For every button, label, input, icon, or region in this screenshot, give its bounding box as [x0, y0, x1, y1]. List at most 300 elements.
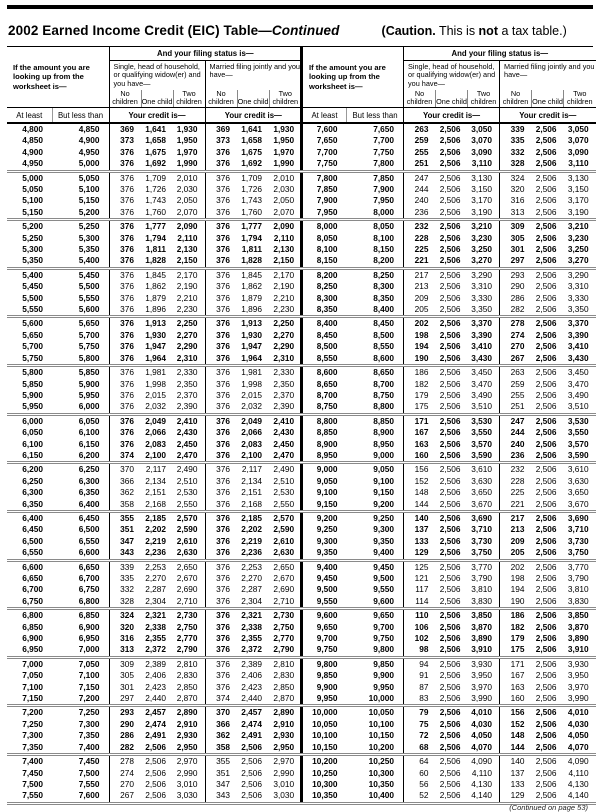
- credit-cell: 4,030: [471, 718, 493, 729]
- credit-cell: 2,506: [535, 184, 557, 195]
- credit-cell: 376: [205, 171, 237, 184]
- amount-cell: 7,300: [78, 718, 100, 729]
- amount-cell: 5,150: [22, 206, 43, 217]
- credit-cell: 376: [109, 439, 141, 450]
- amount-cell: 9,450: [347, 560, 404, 573]
- credit-cell: 3,790: [567, 573, 589, 584]
- amount-cell: 4,900: [78, 135, 100, 146]
- credit-cell: 2,506: [439, 292, 461, 303]
- credit-cell: 2,506: [439, 644, 461, 655]
- amount-cell: 7,750: [316, 158, 338, 169]
- credit-cell: 301: [109, 682, 141, 693]
- credit-cell: 3,750: [471, 547, 493, 558]
- credit-cell: 2,090: [173, 220, 205, 233]
- amount-cell: 5,500: [22, 292, 43, 303]
- credit-cell: 1,692: [241, 158, 263, 169]
- credit-cell: 3,350: [471, 304, 493, 315]
- amount-cell: 8,300: [316, 292, 338, 303]
- amount-cell: 7,350: [22, 741, 43, 752]
- credit-cell: 2,083: [241, 438, 263, 449]
- credit-cell: 347: [109, 536, 141, 547]
- credit-cell: 3,330: [567, 292, 589, 303]
- credit-cell: 140: [404, 511, 436, 524]
- credit-cell: 167: [500, 670, 532, 681]
- credit-cell: 3,630: [471, 475, 493, 486]
- credit-cell: 1,964: [145, 352, 167, 363]
- credit-cell: 4,070: [471, 741, 493, 752]
- amount-cell: 7,650: [316, 135, 338, 146]
- credit-cell: 2,990: [273, 767, 295, 778]
- credit-cell: 1,692: [145, 158, 167, 169]
- amount-cell: 5,750: [22, 352, 43, 363]
- credit-cell: 3,170: [567, 195, 589, 206]
- eic-row: [302, 706, 596, 719]
- credit-cell: 376: [205, 596, 237, 609]
- amount-cell: 10,200: [368, 741, 395, 752]
- amount-cell: 8,750: [316, 401, 338, 412]
- credit-cell: 2,219: [145, 535, 167, 546]
- credit-cell: 370: [205, 706, 237, 719]
- eic-row: [302, 755, 596, 768]
- credit-cell: 4,130: [471, 778, 493, 789]
- amount-cell: 9,250: [316, 524, 338, 535]
- credit-cell: 75: [404, 719, 436, 730]
- credit-cell: 2,506: [535, 498, 557, 509]
- credit-cell: 129: [500, 790, 532, 803]
- credit-cell: 2,710: [273, 595, 295, 606]
- credit-cell: 144: [404, 499, 436, 512]
- amount-cell: 6,150: [22, 449, 43, 460]
- credit-cell: 259: [404, 135, 436, 146]
- eic-row: [302, 719, 596, 730]
- amount-cell: 5,100: [78, 184, 100, 195]
- amount-cell: 9,750: [373, 633, 395, 644]
- credit-cell: 2,506: [436, 268, 468, 281]
- amount-cell: 7,900: [316, 195, 338, 206]
- credit-cell: 194: [404, 341, 436, 352]
- amount-cell: 5,700: [22, 341, 43, 352]
- amount-cell: 8,900: [316, 438, 338, 449]
- credit-cell: 2,066: [145, 427, 167, 438]
- eic-row: [302, 524, 596, 535]
- credit-cell: 2,506: [532, 560, 564, 573]
- credit-cell: 2,506: [535, 352, 557, 363]
- credit-cell: 3,670: [567, 498, 589, 509]
- credit-cell: 4,110: [568, 767, 589, 778]
- credit-cell: 4,110: [471, 767, 493, 778]
- credit-cell: 376: [205, 682, 237, 693]
- credit-cell: 2,506: [535, 378, 557, 389]
- amount-cell: 8,400: [302, 317, 347, 330]
- credit-cell: 2,506: [535, 633, 557, 644]
- credit-cell: 278: [109, 755, 141, 768]
- col-header-two-children: Two children: [173, 90, 205, 108]
- amount-cell: 5,000: [78, 158, 100, 169]
- credit-cell: 4,090: [468, 755, 500, 768]
- amount-cell: 8,950: [316, 449, 338, 460]
- amount-cell: 6,950: [78, 633, 100, 644]
- credit-cell: 182: [404, 379, 436, 390]
- credit-cell: 52: [404, 790, 436, 803]
- page-title-main: 2002 Earned Income Credit (EIC) Table: [8, 23, 259, 38]
- credit-cell: 2,355: [145, 633, 167, 644]
- credit-cell: 2,506: [535, 281, 557, 292]
- credit-cell: 2,630: [176, 547, 198, 558]
- credit-cell: 2,506: [439, 670, 461, 681]
- credit-cell: 1,862: [145, 281, 167, 292]
- eic-row: [302, 463, 596, 476]
- credit-cell: 2,506: [535, 206, 557, 217]
- credit-cell: 2,506: [439, 681, 461, 692]
- credit-cell: 376: [205, 622, 237, 633]
- amount-cell: 6,400: [7, 511, 52, 524]
- credit-cell: 2,470: [176, 449, 198, 460]
- credit-cell: 228: [500, 476, 532, 487]
- credit-cell: 2,253: [141, 560, 173, 573]
- credit-cell: 2,474: [145, 718, 167, 729]
- credit-cell: 4,050: [471, 730, 493, 741]
- eic-row: [7, 353, 301, 366]
- credit-cell: 3,530: [564, 414, 596, 427]
- credit-cell: 1,913: [237, 317, 269, 330]
- credit-cell: 2,389: [237, 657, 269, 670]
- eic-table-right: [300, 47, 596, 805]
- credit-cell: 376: [205, 207, 237, 220]
- credit-cell: 259: [500, 379, 532, 390]
- credit-cell: 160: [500, 693, 532, 706]
- credit-cell: 2,372: [241, 644, 263, 655]
- credit-cell: 335: [109, 573, 141, 584]
- amount-cell: 8,400: [373, 304, 395, 315]
- credit-cell: 2,506: [436, 657, 468, 670]
- credit-cell: 263: [500, 366, 532, 379]
- eic-row: [7, 439, 301, 450]
- credit-cell: 2,270: [273, 329, 295, 340]
- amount-cell: 6,450: [52, 511, 109, 524]
- amount-cell: 7,950: [316, 206, 338, 217]
- credit-cell: 2,506: [535, 778, 557, 789]
- credit-cell: 2,390: [273, 401, 295, 412]
- eic-row: [7, 366, 301, 379]
- page-title-continued: —Continued: [258, 23, 340, 38]
- credit-cell: 3,770: [564, 560, 596, 573]
- amount-cell: 6,950: [22, 644, 43, 655]
- credit-cell: 2,506: [439, 206, 461, 217]
- credit-cell: 2,690: [176, 584, 198, 595]
- credit-cell: 376: [205, 511, 237, 524]
- eic-row: [302, 596, 596, 609]
- eic-row: [302, 293, 596, 304]
- amount-cell: 7,750: [373, 146, 395, 157]
- amount-cell: 8,550: [373, 341, 395, 352]
- credit-cell: 2,423: [241, 681, 263, 692]
- page-title: [8, 23, 340, 38]
- amount-cell: 8,200: [302, 268, 347, 281]
- credit-cell: 376: [205, 536, 237, 547]
- credit-cell: 2,506: [535, 427, 557, 438]
- eic-row: [7, 730, 301, 741]
- amount-cell: 7,450: [52, 755, 109, 768]
- credit-cell: 3,490: [471, 389, 493, 400]
- credit-cell: 3,930: [564, 657, 596, 670]
- eic-row: [7, 255, 301, 268]
- credit-cell: 3,950: [471, 670, 493, 681]
- amount-cell: 9,350: [373, 535, 395, 546]
- credit-cell: 376: [109, 220, 141, 233]
- credit-cell: 2,190: [176, 281, 198, 292]
- credit-cell: 2,170: [269, 268, 301, 281]
- credit-cell: 3,630: [567, 475, 589, 486]
- credit-cell: 1,930: [176, 123, 198, 134]
- credit-cell: 2,570: [269, 511, 301, 524]
- amount-cell: 5,750: [78, 341, 100, 352]
- amount-cell: 5,400: [7, 268, 52, 281]
- credit-cell: 376: [109, 366, 141, 379]
- credit-cell: 213: [500, 524, 532, 535]
- credit-cell: 2,506: [439, 633, 461, 644]
- credit-cell: 2,287: [145, 584, 167, 595]
- credit-cell: 1,930: [273, 123, 295, 134]
- credit-cell: 2,506: [439, 158, 461, 169]
- credit-cell: 376: [109, 293, 141, 304]
- credit-cell: 2,304: [241, 595, 263, 606]
- credit-cell: 2,506: [439, 255, 461, 266]
- amount-cell: 7,150: [22, 693, 43, 704]
- credit-cell: 2,506: [535, 718, 557, 729]
- credit-cell: 2,474: [241, 718, 263, 729]
- credit-cell: 2,510: [176, 475, 198, 486]
- credit-cell: 2,490: [173, 463, 205, 476]
- amount-cell: 5,150: [78, 195, 100, 206]
- credit-cell: 198: [500, 573, 532, 584]
- credit-cell: 2,750: [176, 621, 198, 632]
- credit-cell: 3,010: [273, 778, 295, 789]
- credit-cell: 1,777: [141, 220, 173, 233]
- credit-cell: 376: [205, 670, 237, 681]
- amount-cell: 9,650: [316, 621, 338, 632]
- amount-cell: 6,800: [78, 595, 100, 606]
- credit-cell: 2,506: [439, 389, 461, 400]
- credit-cell: 2,430: [176, 427, 198, 438]
- credit-cell: 2,506: [532, 220, 564, 233]
- credit-cell: 374: [205, 693, 237, 706]
- credit-cell: 297: [109, 693, 141, 706]
- credit-cell: 2,506: [436, 560, 468, 573]
- credit-cell: 60: [404, 768, 436, 779]
- eic-row: [302, 547, 596, 560]
- credit-cell: 374: [109, 450, 141, 463]
- title-row: [8, 23, 592, 38]
- credit-cell: 3,010: [176, 778, 198, 789]
- credit-cell: 251: [404, 158, 436, 171]
- amount-cell: 9,150: [373, 487, 395, 498]
- eic-row: [302, 450, 596, 463]
- credit-cell: 3,250: [471, 244, 493, 255]
- eic-row: [7, 281, 301, 292]
- amount-cell: 5,700: [78, 329, 100, 340]
- credit-cell: 3,910: [471, 644, 493, 655]
- credit-cell: 4,130: [567, 778, 589, 789]
- credit-cell: 3,390: [567, 329, 589, 340]
- credit-cell: 2,151: [241, 487, 263, 498]
- amount-cell: 10,350: [312, 790, 338, 801]
- credit-cell: 255: [500, 390, 532, 401]
- credit-cell: 2,470: [273, 449, 295, 460]
- eic-row: [302, 511, 596, 524]
- credit-cell: 376: [109, 390, 141, 401]
- credit-cell: 376: [205, 244, 237, 255]
- credit-cell: 2,930: [176, 730, 198, 741]
- credit-cell: 2,130: [176, 244, 198, 255]
- credit-cell: 2,406: [241, 670, 263, 681]
- credit-cell: 3,810: [471, 584, 493, 595]
- eic-row: [7, 450, 301, 463]
- credit-cell: 2,506: [439, 449, 461, 460]
- credit-cell: 2,930: [273, 730, 295, 741]
- credit-cell: 2,506: [535, 595, 557, 606]
- credit-cell: 213: [404, 281, 436, 292]
- credit-cell: 1,675: [145, 146, 167, 157]
- amount-cell: 7,600: [316, 123, 338, 134]
- credit-cell: 320: [500, 184, 532, 195]
- credit-cell: 2,150: [176, 255, 198, 266]
- amount-cell: 5,200: [7, 220, 52, 233]
- credit-cell: 3,370: [468, 317, 500, 330]
- col-header-two-children: Two children: [564, 90, 596, 108]
- married-group-header: Married filing jointly and you have—: [500, 60, 596, 90]
- credit-cell: 2,670: [273, 573, 295, 584]
- credit-cell: 3,610: [468, 463, 500, 476]
- amount-cell: 6,300: [78, 475, 100, 486]
- credit-cell: 3,110: [471, 158, 493, 169]
- amount-cell: 9,750: [316, 644, 338, 655]
- credit-cell: 343: [109, 547, 141, 560]
- credit-cell: 2,350: [176, 378, 198, 389]
- your-credit-header: Your credit is—: [404, 108, 500, 123]
- credit-cell: 2,506: [145, 790, 167, 801]
- eic-row: [302, 609, 596, 622]
- credit-cell: 4,010: [564, 706, 596, 719]
- credit-cell: 1,760: [145, 206, 167, 217]
- credit-cell: 2,910: [273, 718, 295, 729]
- credit-cell: 1,879: [145, 292, 167, 303]
- credit-cell: 2,506: [535, 790, 557, 801]
- amount-cell: 5,900: [22, 389, 43, 400]
- credit-cell: 2,506: [241, 767, 263, 778]
- eic-row: [302, 123, 596, 135]
- credit-cell: 2,506: [439, 401, 461, 412]
- credit-cell: 1,896: [145, 304, 167, 315]
- credit-cell: 2,630: [273, 547, 295, 558]
- credit-cell: 83: [404, 693, 436, 706]
- credit-cell: 3,130: [468, 171, 500, 184]
- credit-cell: 3,470: [567, 378, 589, 389]
- credit-cell: 94: [404, 657, 436, 670]
- credit-cell: 1,658: [241, 135, 263, 146]
- credit-cell: 2,290: [176, 341, 198, 352]
- credit-cell: 2,506: [532, 511, 564, 524]
- credit-cell: 2,550: [273, 498, 295, 509]
- eic-row: [7, 390, 301, 401]
- continued-footer: (Continued on page 53): [509, 803, 588, 812]
- amount-cell: 6,000: [7, 414, 52, 427]
- amount-cell: 5,950: [22, 401, 43, 412]
- credit-cell: 2,270: [241, 573, 263, 584]
- credit-cell: 2,506: [145, 741, 167, 752]
- credit-cell: 3,450: [468, 366, 500, 379]
- credit-cell: 2,506: [532, 366, 564, 379]
- credit-cell: 1,743: [241, 195, 263, 206]
- amount-cell: 10,300: [312, 778, 338, 789]
- credit-cell: 225: [404, 244, 436, 255]
- credit-cell: 2,950: [176, 741, 198, 752]
- credit-cell: 3,990: [567, 693, 589, 704]
- credit-cell: 313: [500, 207, 532, 220]
- amount-cell: 8,750: [373, 389, 395, 400]
- credit-cell: 263: [404, 123, 436, 135]
- amount-cell: 7,600: [78, 790, 100, 801]
- credit-cell: 3,730: [567, 535, 589, 546]
- credit-cell: 313: [109, 644, 141, 657]
- credit-cell: 376: [205, 353, 237, 366]
- amount-cell: 6,900: [78, 621, 100, 632]
- credit-cell: 2,506: [535, 244, 557, 255]
- amount-cell: 5,650: [52, 317, 109, 330]
- eic-row: [302, 779, 596, 790]
- credit-cell: 2,440: [145, 693, 167, 704]
- credit-cell: 1,743: [145, 195, 167, 206]
- credit-cell: 3,590: [471, 449, 493, 460]
- amount-cell: 5,650: [22, 329, 43, 340]
- credit-cell: 2,506: [439, 584, 461, 595]
- eic-row: [302, 682, 596, 693]
- credit-cell: 3,150: [567, 184, 589, 195]
- credit-cell: 274: [500, 330, 532, 341]
- credit-cell: 2,370: [273, 389, 295, 400]
- eic-row: [7, 584, 301, 595]
- amount-cell: 8,800: [373, 401, 395, 412]
- credit-cell: 3,550: [567, 427, 589, 438]
- credit-cell: 244: [404, 184, 436, 195]
- credit-cell: 267: [109, 790, 141, 803]
- credit-cell: 369: [205, 123, 237, 135]
- eic-row: [302, 670, 596, 681]
- credit-cell: 1,862: [241, 281, 263, 292]
- at-least-header: At least: [7, 108, 52, 123]
- credit-cell: 3,790: [471, 573, 493, 584]
- amount-cell: 8,550: [316, 352, 338, 363]
- col-header-no-children: No children: [500, 90, 532, 108]
- amount-cell: 9,050: [347, 463, 404, 476]
- eic-row: [7, 220, 301, 233]
- credit-cell: 2,170: [173, 268, 205, 281]
- eic-row: [302, 184, 596, 195]
- credit-cell: 376: [109, 353, 141, 366]
- credit-cell: 4,140: [567, 790, 589, 801]
- eic-row: [302, 439, 596, 450]
- credit-cell: 2,506: [436, 511, 468, 524]
- credit-cell: 202: [404, 317, 436, 330]
- credit-cell: 2,506: [535, 681, 557, 692]
- credit-cell: 2,610: [273, 535, 295, 546]
- credit-cell: 2,730: [269, 609, 301, 622]
- credit-cell: 332: [500, 147, 532, 158]
- amount-cell: 6,750: [22, 595, 43, 606]
- amount-cell: 6,350: [22, 498, 43, 509]
- eic-row: [7, 706, 301, 719]
- credit-cell: 270: [109, 779, 141, 790]
- amount-cell: 7,900: [373, 184, 395, 195]
